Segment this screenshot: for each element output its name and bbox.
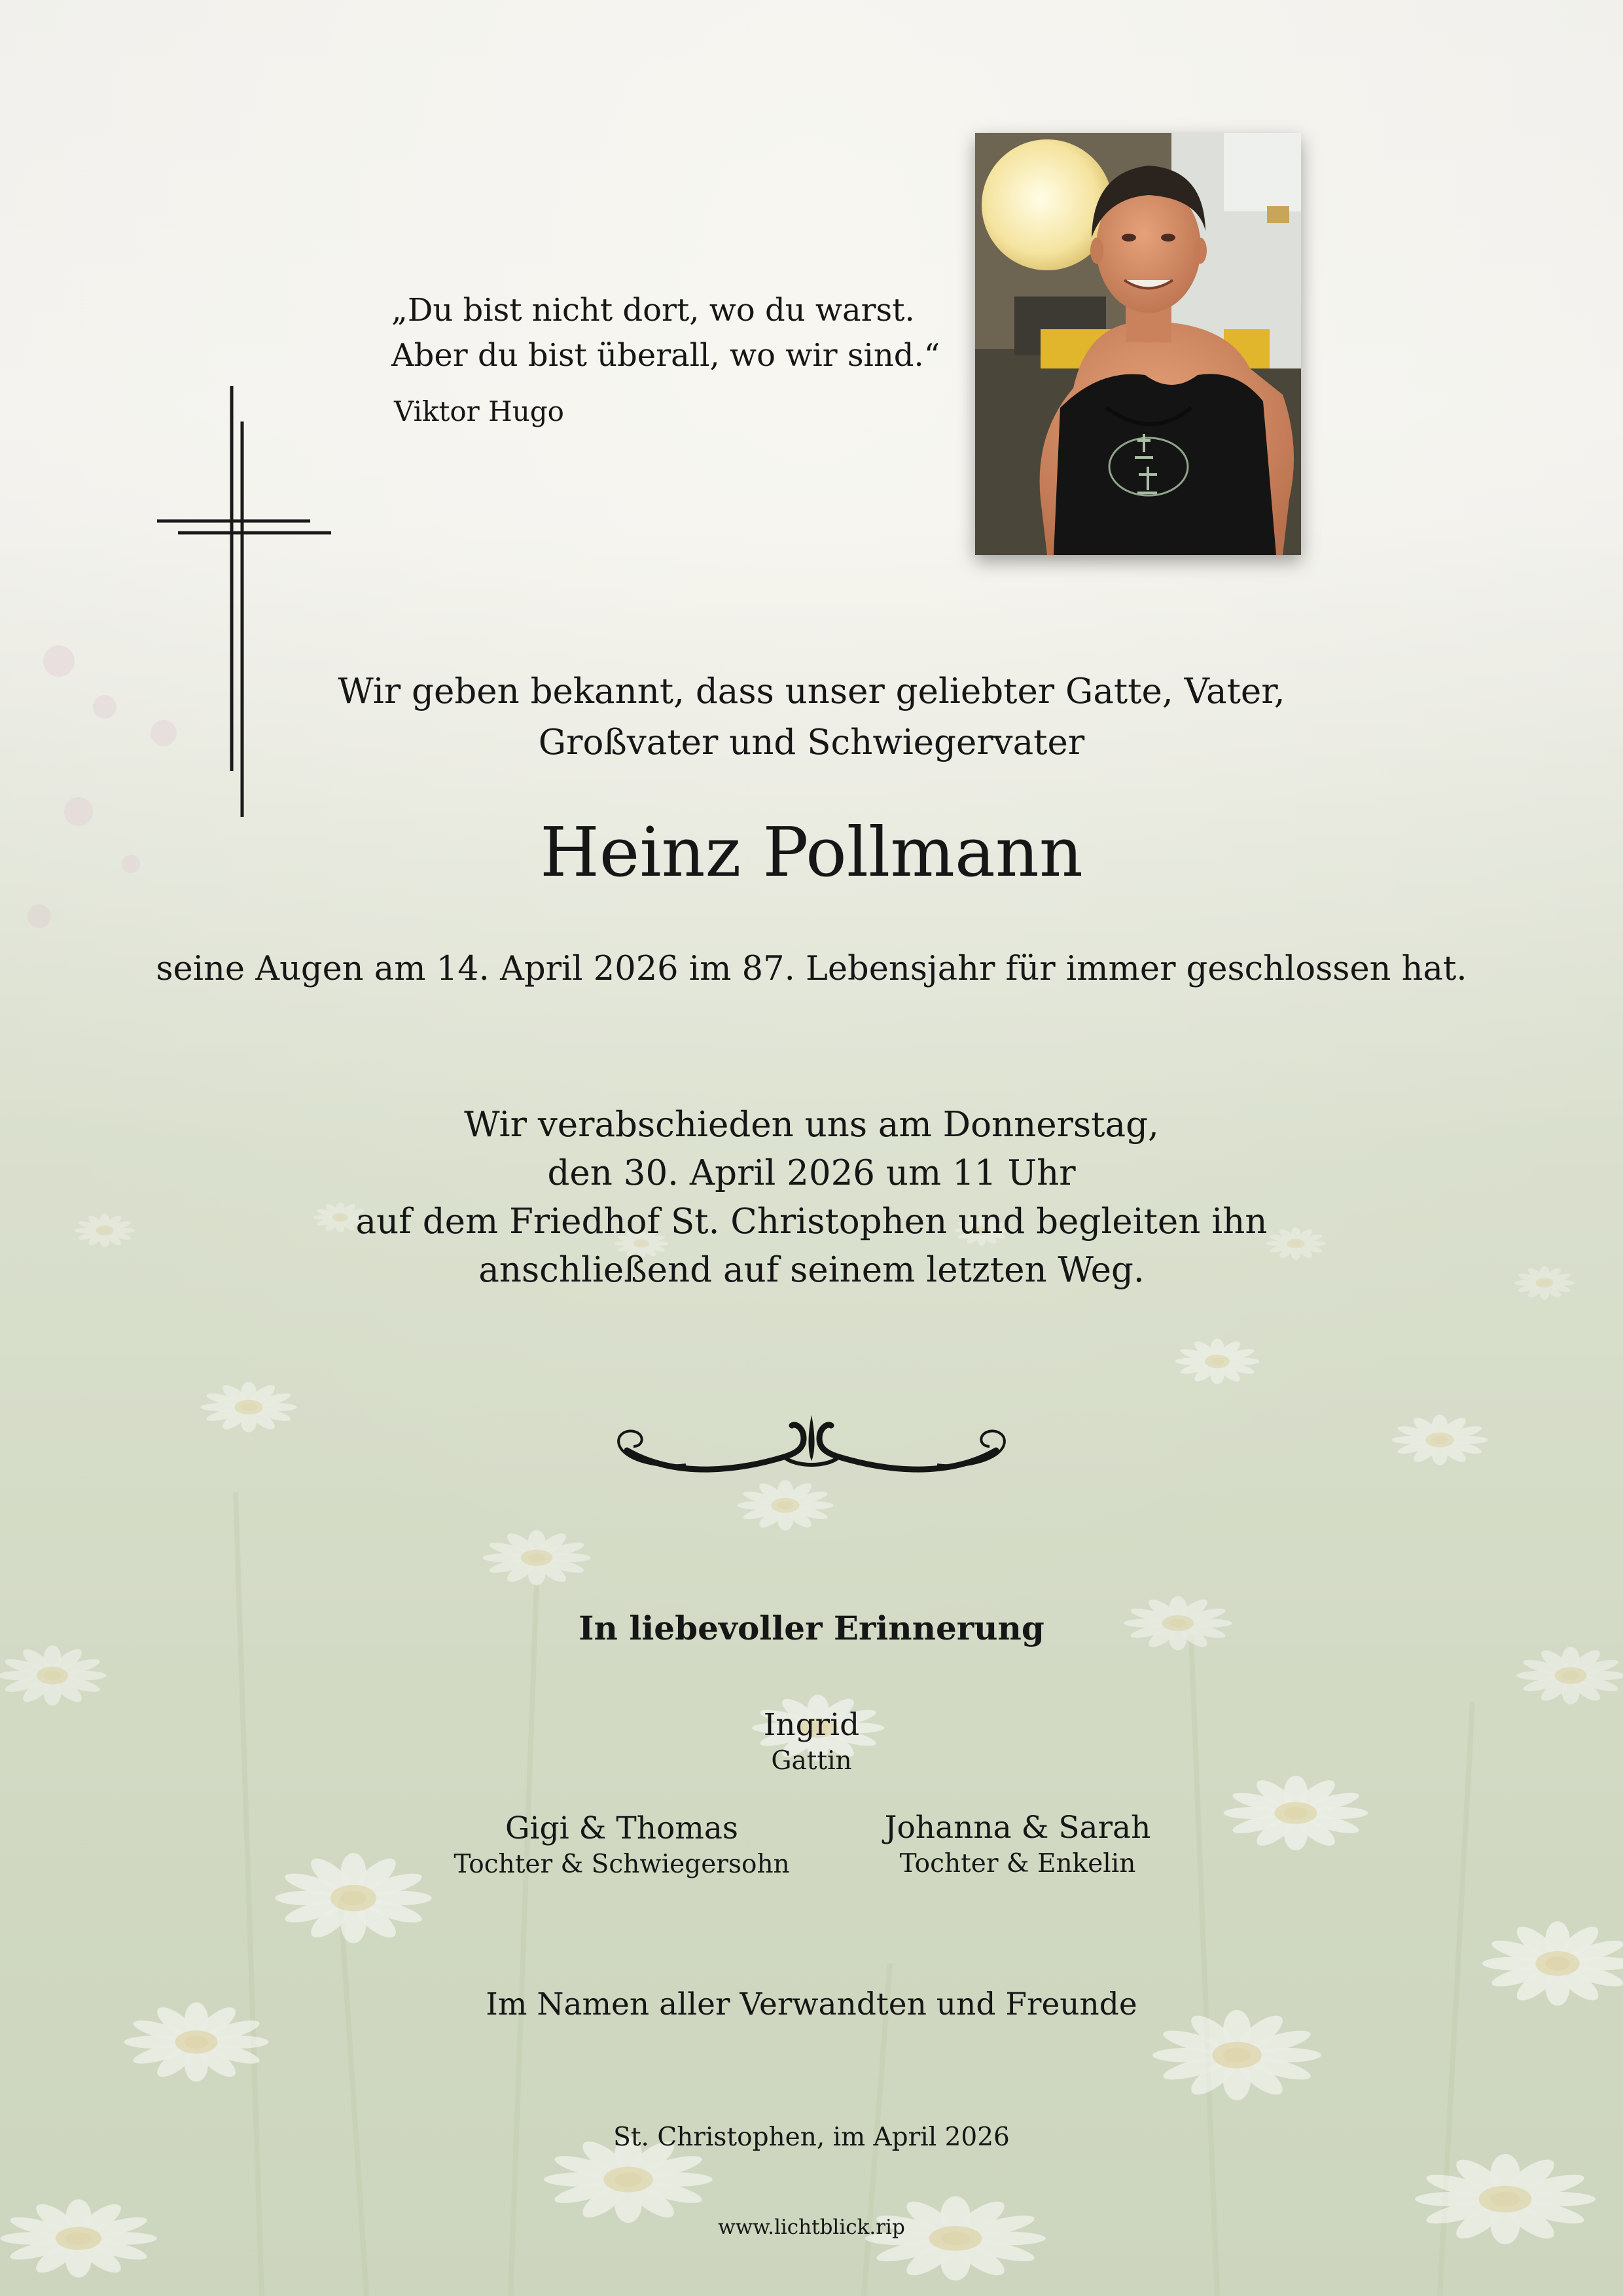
deceased-name: Heinz Pollmann: [540, 812, 1083, 892]
farewell-line: anschließend auf seinem letzten Weg.: [478, 1250, 1145, 1290]
passing-statement: seine Augen am 14. April 2026 im 87. Lebensjahr für immer geschlossen hat.: [156, 950, 1467, 988]
mourner-entry: [393, 1810, 851, 1882]
intro-line: Wir geben bekannt, dass unser geliebter Gatte, Vater,: [338, 672, 1285, 711]
quote-author: Viktor Hugo: [394, 395, 564, 427]
portrait-photo: [975, 133, 1301, 555]
place-date: St. Christophen, im April 2026: [613, 2123, 1010, 2152]
farewell-line: auf dem Friedhof St. Christophen und begleiten ihn: [355, 1202, 1268, 1242]
quote-line: Aber du bist überall, wo wir sind.“: [391, 337, 940, 374]
mourners-heading: In liebevoller Erinnerung: [579, 1609, 1044, 1647]
website-link[interactable]: www.lichtblick.rip: [718, 2215, 905, 2239]
mourner-name: Johanna & Sarah: [884, 1810, 1151, 1846]
farewell-line: Wir verabschieden uns am Donnerstag,: [464, 1105, 1159, 1145]
mourner-entry: [681, 1706, 942, 1778]
mourner-name: Gigi & Thomas: [505, 1810, 739, 1846]
signoff: Im Namen aller Verwandten und Freunde: [486, 1986, 1137, 2022]
quote: [391, 288, 940, 378]
ornamental-flourish-icon: [588, 1408, 1035, 1480]
mourner-name: Ingrid: [763, 1707, 860, 1743]
farewell-details: [0, 1101, 1623, 1295]
quote-line: „Du bist nicht dort, wo du warst.: [391, 292, 915, 329]
farewell-line: den 30. April 2026 um 11 Uhr: [547, 1153, 1076, 1193]
mourner-relation: Gattin: [771, 1746, 852, 1776]
intro-line: Großvater und Schwiegervater: [538, 723, 1085, 762]
mourner-relation: Tochter & Schwiegersohn: [454, 1850, 790, 1879]
mourner-relation: Tochter & Enkelin: [899, 1849, 1136, 1878]
mourner-entry: [789, 1809, 1247, 1881]
announcement-intro: [0, 666, 1623, 768]
